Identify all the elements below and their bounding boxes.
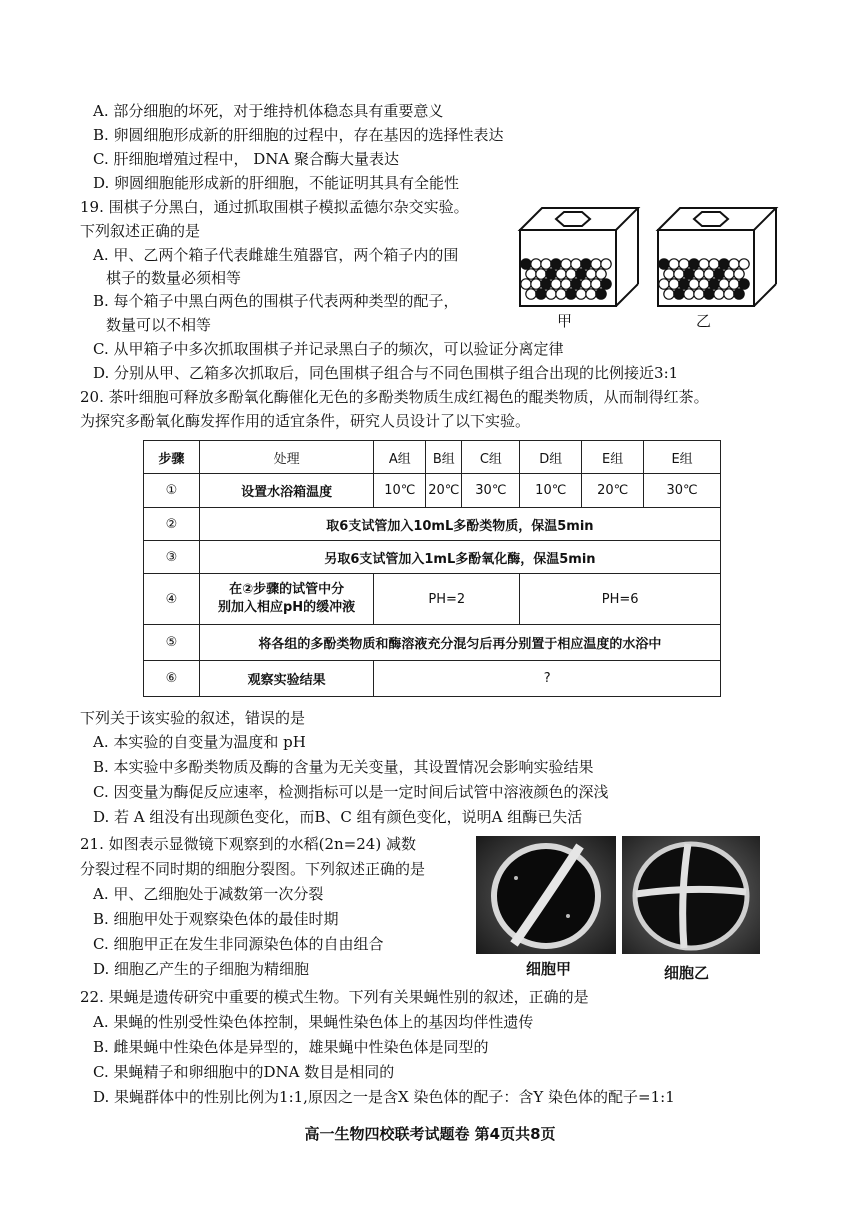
table-row-1 bbox=[144, 474, 721, 508]
temp-e2: 30℃ bbox=[644, 474, 721, 508]
row1-process: 设置水浴箱温度 bbox=[199, 474, 373, 508]
row1-step: ① bbox=[144, 474, 200, 508]
table-row-4 bbox=[144, 574, 721, 625]
white-stone bbox=[561, 259, 571, 269]
white-stone bbox=[724, 269, 734, 279]
white-stone bbox=[704, 269, 714, 279]
page-footer: 高一生物四校联考试题卷 第4页共8页 bbox=[304, 1125, 556, 1143]
white-stone bbox=[566, 269, 576, 279]
white-stone bbox=[729, 279, 739, 289]
row3-text: 另取6支试管加入1mL多酚氧化酶，保温5min bbox=[199, 541, 720, 574]
white-stone bbox=[739, 259, 749, 269]
white-stone bbox=[689, 279, 699, 289]
white-stone bbox=[669, 259, 679, 269]
white-stone bbox=[586, 269, 596, 279]
header-step: 步骤 bbox=[144, 441, 200, 474]
white-stone bbox=[724, 289, 734, 299]
black-stone bbox=[714, 269, 724, 279]
white-stone bbox=[581, 279, 591, 289]
black-stone bbox=[709, 279, 719, 289]
white-stone bbox=[576, 289, 586, 299]
black-stone bbox=[679, 279, 689, 289]
black-stone bbox=[521, 259, 531, 269]
box-yi-label: 乙 bbox=[696, 312, 712, 330]
cell-jia-micrograph bbox=[476, 836, 616, 954]
cell-yi-micrograph bbox=[622, 836, 760, 954]
white-stone bbox=[684, 289, 694, 299]
black-stone bbox=[581, 259, 591, 269]
temp-c: 30℃ bbox=[462, 474, 520, 508]
header-group-e: E组 bbox=[582, 441, 644, 474]
ph-right: PH=6 bbox=[520, 574, 721, 625]
black-stone bbox=[704, 289, 714, 299]
q19-stem-cont: 下列叙述正确的是 bbox=[80, 222, 201, 240]
header-group-b: B组 bbox=[426, 441, 462, 474]
black-stone bbox=[576, 269, 586, 279]
white-stone bbox=[571, 259, 581, 269]
white-stone bbox=[734, 269, 744, 279]
black-stone bbox=[551, 259, 561, 269]
black-stone bbox=[739, 279, 749, 289]
row4-step: ④ bbox=[144, 574, 200, 625]
stones-jia bbox=[521, 259, 611, 299]
table-row-6 bbox=[144, 661, 721, 697]
black-stone bbox=[541, 279, 551, 289]
q18-option-a: A. 部分细胞的坏死，对于维持机体稳态具有重要意义 bbox=[93, 102, 444, 120]
white-stone bbox=[674, 269, 684, 279]
row4-process-line2: 别加入相应pH的缓冲液 bbox=[217, 600, 356, 615]
white-stone bbox=[596, 269, 606, 279]
row3-step: ③ bbox=[144, 541, 200, 574]
temp-b: 20℃ bbox=[426, 474, 462, 508]
black-stone bbox=[659, 259, 669, 269]
white-stone bbox=[586, 289, 596, 299]
white-stone bbox=[561, 279, 571, 289]
q20-option-c: C. 因变量为酶促反应速率，检测指标可以是一定时间后试管中溶液颜色的深浅 bbox=[93, 783, 609, 801]
q22-option-b: B. 雌果蝇中性染色体是异型的，雄果蝇中性染色体是同型的 bbox=[93, 1038, 489, 1056]
row6-result: ? bbox=[374, 661, 721, 697]
white-stone bbox=[659, 279, 669, 289]
cell-jia-label: 细胞甲 bbox=[526, 960, 572, 978]
q19-option-d: D. 分别从甲、乙箱多次抓取后，同色围棋子组合与不同色围棋子组合出现的比例接近3:1 bbox=[93, 364, 679, 382]
row6-process: 观察实验结果 bbox=[199, 661, 373, 697]
stones-yi bbox=[659, 259, 749, 299]
table-header-row bbox=[144, 441, 721, 474]
white-stone bbox=[679, 259, 689, 269]
white-stone bbox=[546, 289, 556, 299]
box-jia-label: 甲 bbox=[557, 312, 573, 330]
row5-text: 将各组的多酚类物质和酶溶液充分混匀后再分别置于相应温度的水浴中 bbox=[199, 625, 720, 661]
header-process: 处理 bbox=[199, 441, 373, 474]
go-stone-boxes-figure bbox=[512, 202, 782, 314]
white-stone bbox=[591, 279, 601, 289]
q20-stem: 20. 茶叶细胞可释放多酚氧化酶催化无色的多酚类物质生成红褐色的醌类物质，从而制得红茶。 bbox=[80, 388, 709, 406]
white-stone bbox=[709, 259, 719, 269]
q19-option-c: C. 从甲箱子中多次抓取围棋子并记录黑白子的频次，可以验证分离定律 bbox=[93, 340, 564, 358]
white-stone bbox=[694, 289, 704, 299]
black-stone bbox=[596, 289, 606, 299]
q19-option-b: B. 每个箱子中黑白两色的围棋子代表两种类型的配子， bbox=[93, 292, 459, 310]
row6-step: ⑥ bbox=[144, 661, 200, 697]
q20-option-b: B. 本实验中多酚类物质及酶的含量为无关变量，其设置情况会影响实验结果 bbox=[93, 758, 594, 776]
header-group-d: D组 bbox=[520, 441, 582, 474]
white-stone bbox=[521, 279, 531, 289]
header-group-c: C组 bbox=[462, 441, 520, 474]
white-stone bbox=[591, 259, 601, 269]
white-stone bbox=[664, 269, 674, 279]
black-stone bbox=[719, 259, 729, 269]
black-stone bbox=[674, 289, 684, 299]
white-stone bbox=[601, 259, 611, 269]
q21-option-c: C. 细胞甲正在发生非同源染色体的自由组合 bbox=[93, 935, 384, 953]
q19-option-a: A. 甲、乙两个箱子代表雌雄生殖器官，两个箱子内的围 bbox=[93, 246, 459, 264]
q22-stem: 22. 果蝇是遗传研究中重要的模式生物。下列有关果蝇性别的叙述，正确的是 bbox=[80, 988, 589, 1006]
black-stone bbox=[546, 269, 556, 279]
q20-question: 下列关于该实验的叙述，错误的是 bbox=[80, 709, 306, 727]
q20-stem-cont: 为探究多酚氧化酶发挥作用的适宜条件，研究人员设计了以下实验。 bbox=[80, 412, 531, 430]
black-stone bbox=[536, 289, 546, 299]
table-row-2 bbox=[144, 508, 721, 541]
q20-option-a: A. 本实验的自变量为温度和 pH bbox=[93, 733, 306, 751]
white-stone bbox=[536, 269, 546, 279]
cell-yi-label: 细胞乙 bbox=[664, 964, 710, 982]
white-stone bbox=[729, 259, 739, 269]
white-stone bbox=[551, 279, 561, 289]
white-stone bbox=[669, 279, 679, 289]
header-group-e2: E组 bbox=[644, 441, 721, 474]
q22-option-c: C. 果蝇精子和卵细胞中的DNA 数目是相同的 bbox=[93, 1063, 395, 1081]
black-stone bbox=[734, 289, 744, 299]
row4-process bbox=[199, 574, 373, 625]
black-stone bbox=[566, 289, 576, 299]
white-stone bbox=[531, 259, 541, 269]
row4-process-line1: 在②步骤的试管中分 bbox=[229, 582, 345, 597]
white-stone bbox=[541, 259, 551, 269]
black-stone bbox=[601, 279, 611, 289]
black-stone bbox=[571, 279, 581, 289]
q22-option-d: D. 果蝇群体中的性别比例为1:1,原因之一是含X 染色体的配子：含Y 染色体的配子=1:1 bbox=[93, 1088, 675, 1106]
row2-step: ② bbox=[144, 508, 200, 541]
white-stone bbox=[714, 289, 724, 299]
white-stone bbox=[694, 269, 704, 279]
q18-option-b: B. 卵圆细胞形成新的肝细胞的过程中，存在基因的选择性表达 bbox=[93, 126, 504, 144]
q19-option-a-cont: 棋子的数量必须相等 bbox=[106, 269, 242, 287]
q21-stem-cont: 分裂过程不同时期的细胞分裂图。下列叙述正确的是 bbox=[80, 860, 426, 878]
ph-left: PH=2 bbox=[374, 574, 520, 625]
table-row-3 bbox=[144, 541, 721, 574]
q18-option-d: D. 卵圆细胞能形成新的肝细胞，不能证明其具有全能性 bbox=[93, 174, 460, 192]
white-stone bbox=[526, 289, 536, 299]
white-stone bbox=[699, 259, 709, 269]
q18-option-c: C. 肝细胞增殖过程中， DNA 聚合酶大量表达 bbox=[93, 150, 400, 168]
black-stone bbox=[684, 269, 694, 279]
black-stone bbox=[689, 259, 699, 269]
white-stone bbox=[556, 289, 566, 299]
white-stone bbox=[556, 269, 566, 279]
white-stone bbox=[664, 289, 674, 299]
row5-step: ⑤ bbox=[144, 625, 200, 661]
white-stone bbox=[699, 279, 709, 289]
table-row-5 bbox=[144, 625, 721, 661]
q21-stem: 21. 如图表示显微镜下观察到的水稻(2n=24) 减数 bbox=[80, 835, 416, 853]
q22-option-a: A. 果蝇的性别受性染色体控制，果蝇性染色体上的基因均伴性遗传 bbox=[93, 1013, 534, 1031]
row2-text: 取6支试管加入10mL多酚类物质，保温5min bbox=[199, 508, 720, 541]
experiment-table bbox=[143, 440, 721, 697]
white-stone bbox=[526, 269, 536, 279]
q21-option-d: D. 细胞乙产生的子细胞为精细胞 bbox=[93, 960, 310, 978]
q21-option-b: B. 细胞甲处于观察染色体的最佳时期 bbox=[93, 910, 339, 928]
white-stone bbox=[531, 279, 541, 289]
temp-d: 10℃ bbox=[520, 474, 582, 508]
q19-stem: 19. 围棋子分黑白，通过抓取围棋子模拟孟德尔杂交实验。 bbox=[80, 198, 469, 216]
header-group-a: A组 bbox=[374, 441, 426, 474]
temp-a: 10℃ bbox=[374, 474, 426, 508]
white-stone bbox=[719, 279, 729, 289]
temp-e: 20℃ bbox=[582, 474, 644, 508]
q20-option-d: D. 若 A 组没有出现颜色变化，而B、C 组有颜色变化，说明A 组酶已失活 bbox=[93, 808, 583, 826]
q21-option-a: A. 甲、乙细胞处于减数第一次分裂 bbox=[93, 885, 324, 903]
q19-option-b-cont: 数量可以不相等 bbox=[106, 316, 212, 334]
